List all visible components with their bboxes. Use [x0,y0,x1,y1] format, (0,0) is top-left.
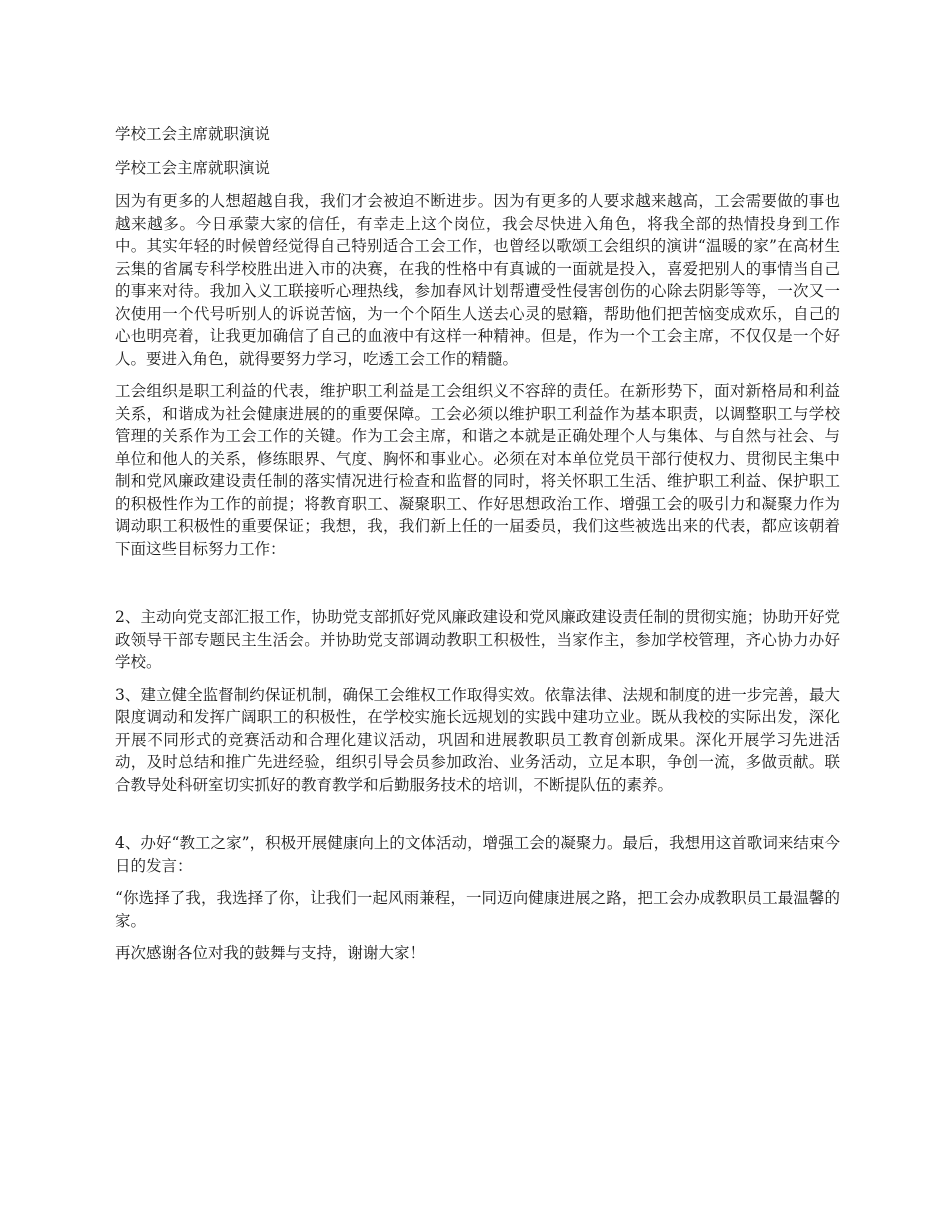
document-subtitle: 学校工会主席就职演说 [115,159,271,177]
document-title: 学校工会主席就职演说 [115,125,271,143]
paragraph-intro: 因为有更多的人想超越自我，我们才会被迫不断进步。因为有更多的人要求越来越高，工会需要做的事也越来越多。今日承蒙大家的信任，有幸走上这个岗位，我会尽快进入角色，将我全部的热情投身到工作中。其实年轻的时候曾经觉得自己特别适合工会工作，也曾经以歌颂工会组织的演讲“温暖的家”在高材生云集的省属专科学校胜出进入市的决赛，在我的性格中有真诚的一面就是投入，喜爱把别人的事情当自己的事来对待。我加入义工联接听心理热线，参加春风计划帮遭受性侵害创伤的心除去阴影等等，一次又一次使用一个代号听别人的诉说苦恼，为一个个陌生人送去心灵的慰籍，帮助他们把苦恼变成欢乐，自己的心也明亮着，让我更加确信了自己的血液中有这样一种精神。但是，作为一个工会主席，不仅仅是一个好人。要进入角色，就得要努力学习，吃透工会工作的精髓。 [115,192,840,368]
paragraph-union-role: 工会组织是职工利益的代表，维护职工利益是工会组织义不容辞的责任。在新形势下，面对新格局和利益关系，和谐成为社会健康进展的的重要保障。工会必须以维护职工利益作为基本职责，以调整职工与学校管理的关系作为工会工作的关键。作为工会主席，和谐之本就是正确处理个人与集体、与自然与社会、与单位和他人的关系，修练眼界、气度、胸怀和事业心。必须在对本单位党员干部行使权力、贯彻民主集中制和党风廉政建设责任制的落实情况进行检查和监督的同时，将关怀职工生活、维护职工利益、保护职工的积极性作为工作的前提；将教育职工、凝聚职工、作好思想政治工作、增强工会的吸引力和凝聚力作为调动职工积极性的重要保证；我想，我，我们新上任的一届委员，我们这些被选出来的代表，都应该朝着下面这些目标努力工作： [115,382,840,558]
paragraph-quote: “你选择了我，我选择了你，让我们一起风雨兼程，一同迈向健康进展之路，把工会办成教职员工最温馨的家。 [115,889,840,930]
document-page [115,122,840,975]
blank-space [115,806,840,832]
paragraph-item-2: 2、主动向党支部汇报工作，协助党支部抓好党风廉政建设和党风廉政建设责任制的贯彻实施；协助开好党政领导干部专题民主生活会。并协助党支部调动教职工积极性，当家作主，参加学校管理，齐心协力办好学校。 [115,608,840,671]
paragraph-thanks: 再次感谢各位对我的鼓舞与支持，谢谢大家！ [115,944,426,962]
paragraph-item-3: 3、建立健全监督制约保证机制，确保工会维权工作取得实效。依靠法律、法规和制度的进一步完善，最大限度调动和发挥广阔职工的积极性，在学校实施长远规划的实践中建功立业。既从我校的实际出发，深化开展不同形式的竞赛活动和合理化建议活动，巩固和进展教职员工教育创新成果。深化开展学习先进活动，及时总结和推广先进经验，组织引导会员参加政治、业务活动，立足本职，争创一流，多做贡献。联合教导处科研室切实抓好的教育教学和后勤服务技术的培训，不断提队伍的素养。 [115,685,840,794]
paragraph-item-4: 4、办好“教工之家”，积极开展健康向上的文体活动，增强工会的凝聚力。最后，我想用这首歌词来结束今日的发言： [115,834,840,875]
blank-space [115,570,840,606]
